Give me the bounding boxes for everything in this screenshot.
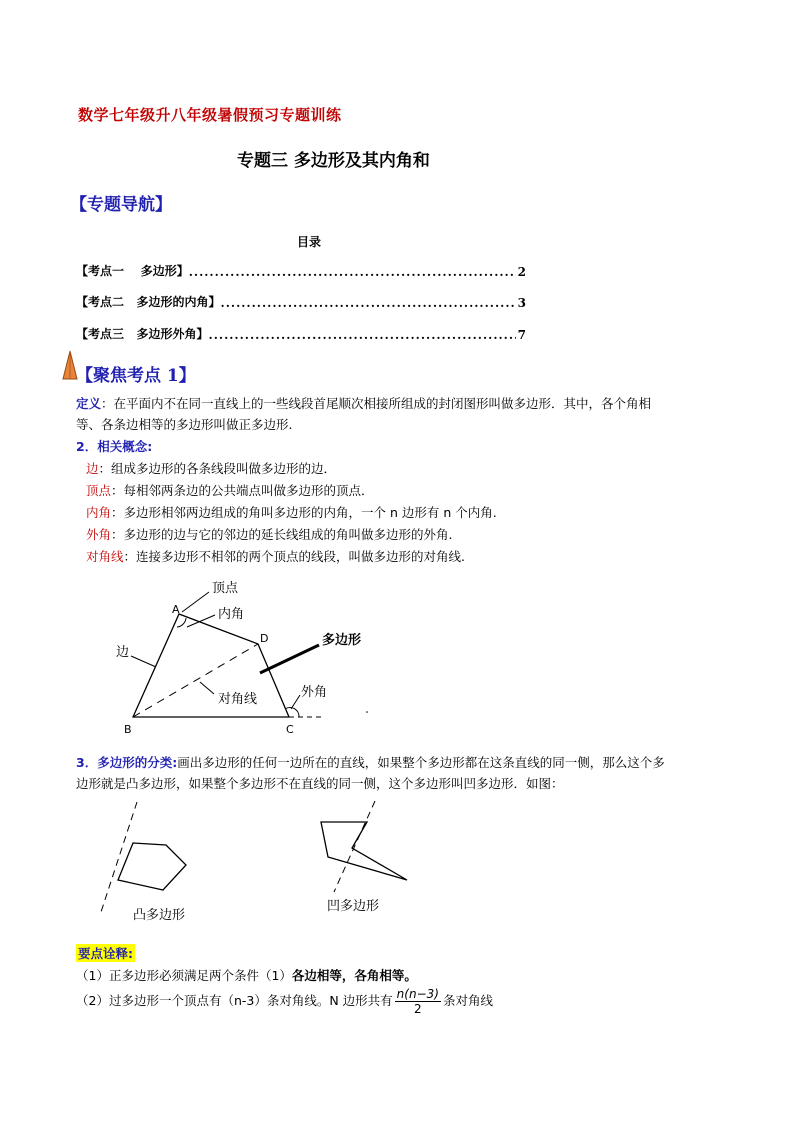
note-2 xyxy=(76,987,493,1016)
quadrilateral-shape xyxy=(133,614,289,717)
edge-pointer xyxy=(131,656,156,667)
vertex-b-label: B xyxy=(124,723,132,736)
classification-text-2: 边形就是凸多边形，如果整个多边形不在直线的同一侧，这个多边形叫凹多边形．如图： xyxy=(76,776,564,791)
fraction-numerator: n(n−3) xyxy=(396,987,439,1001)
concept-term: 边 xyxy=(86,461,99,476)
diagonal-pointer xyxy=(200,682,214,694)
polygon-label: 多边形 xyxy=(322,633,362,648)
concept-item xyxy=(86,547,465,565)
toc-heading: 目录 xyxy=(297,235,322,249)
toc-entry-page: 3 xyxy=(517,296,526,310)
convex-concave-figure xyxy=(95,800,425,930)
diagonal-count-fraction xyxy=(395,987,441,1016)
concept-term: 顶点 xyxy=(86,483,112,498)
exterior-pointer xyxy=(291,695,300,709)
concepts-heading: 2．相关概念: xyxy=(76,439,153,454)
header-title: 数学七年级升八年级暑假预习专题训练 xyxy=(78,106,342,124)
interior-pointer xyxy=(187,615,215,627)
concave-reference-line xyxy=(334,801,375,892)
vertex-d-label: D xyxy=(260,632,269,645)
toc-entry-page: 7 xyxy=(517,328,526,342)
interior-angle-arc xyxy=(177,618,186,627)
concept-text: ：组成多边形的各条线段叫做多边形的边． xyxy=(98,461,337,476)
concept-item xyxy=(86,503,497,521)
toc-entry-page: 2 xyxy=(517,265,526,279)
toc-entry-3[interactable] xyxy=(76,325,526,342)
toc-leader-dots xyxy=(221,296,516,310)
edge-label: 边 xyxy=(116,645,130,660)
toc-entry-label: 【考点二 多边形的内角】 xyxy=(76,295,221,309)
classification-text-1: 画出多边形的任何一边所在的直线，如果整个多边形都在这条直线的同一侧，那么这个多 xyxy=(177,755,665,770)
concept-term: 内角 xyxy=(86,505,112,520)
definition-text-1: ：在平面内不在同一直线上的一些线段首尾顺次相接所组成的封闭图形叫做多边形．其中，各个角相 xyxy=(101,396,652,411)
note-1-bold: 各边相等，各角相等。 xyxy=(291,968,417,983)
definition-text-2: 等、各条边相等的多边形叫做正多边形. xyxy=(76,417,293,432)
toc-leader-dots xyxy=(189,265,516,279)
nav-heading: 【专题导航】 xyxy=(70,195,172,215)
concept-text: ：多边形的边与它的邻边的延长线组成的角叫做多边形的外角. xyxy=(111,527,453,542)
vertex-pointer xyxy=(182,592,209,612)
diagonal-label: 对角线 xyxy=(218,692,258,707)
concept-term: 对角线 xyxy=(86,549,124,564)
toc-entry-2[interactable] xyxy=(76,293,526,310)
key-points-tag: 要点诠释: xyxy=(78,946,133,961)
concave-polygon xyxy=(321,822,407,880)
polygon-parts-figure xyxy=(100,570,400,745)
toc-leader-dots xyxy=(209,328,516,342)
vertex-c-label: C xyxy=(286,723,294,736)
note-2-prefix: （2）过多边形一个顶点有（n-3）条对角线。N 边形共有 xyxy=(76,993,393,1008)
fraction-denominator: 2 xyxy=(413,1002,422,1016)
concept-text: ：每相邻两条边的公共端点叫做多边形的顶点． xyxy=(111,483,374,498)
interior-angle-label: 内角 xyxy=(218,607,245,622)
convex-polygon xyxy=(118,843,186,890)
vertex-label: 顶点 xyxy=(212,581,239,596)
definition-paragraph xyxy=(76,393,736,435)
topic-title: 专题三 多边形及其内角和 xyxy=(237,151,430,171)
vertex-a-label: A xyxy=(172,603,180,616)
concept-text: ：连接多边形不相邻的两个顶点的线段，叫做多边形的对角线. xyxy=(123,549,465,564)
definition-term: 定义 xyxy=(76,396,102,411)
polygon-pointer xyxy=(260,645,319,673)
note-1 xyxy=(76,966,417,984)
concept-item xyxy=(86,481,374,499)
note-2-suffix: 条对角线 xyxy=(442,993,493,1008)
convex-reference-line xyxy=(101,802,137,912)
classification-term: 3．多边形的分类: xyxy=(76,755,178,770)
concept-item xyxy=(86,459,336,477)
classification-paragraph xyxy=(76,752,736,794)
focus-heading: 【聚焦考点 1】 xyxy=(76,366,196,386)
concave-label: 凹多边形 xyxy=(327,899,380,914)
concept-item xyxy=(86,525,453,543)
convex-label: 凸多边形 xyxy=(133,908,186,923)
toc-entry-label: 【考点一 多边形】 xyxy=(76,264,189,278)
exterior-angle-label: 外角 xyxy=(301,685,328,700)
concept-term: 外角 xyxy=(86,527,112,542)
note-1-prefix: （1）正多边形必须满足两个条件（1） xyxy=(76,968,292,983)
concept-text: ：多边形相邻两边组成的角叫多边形的内角，一个 n 边形有 n 个内角. xyxy=(111,505,497,520)
toc-entry-label: 【考点三 多边形外角】 xyxy=(76,327,209,341)
toc-entry-1[interactable] xyxy=(76,262,526,279)
